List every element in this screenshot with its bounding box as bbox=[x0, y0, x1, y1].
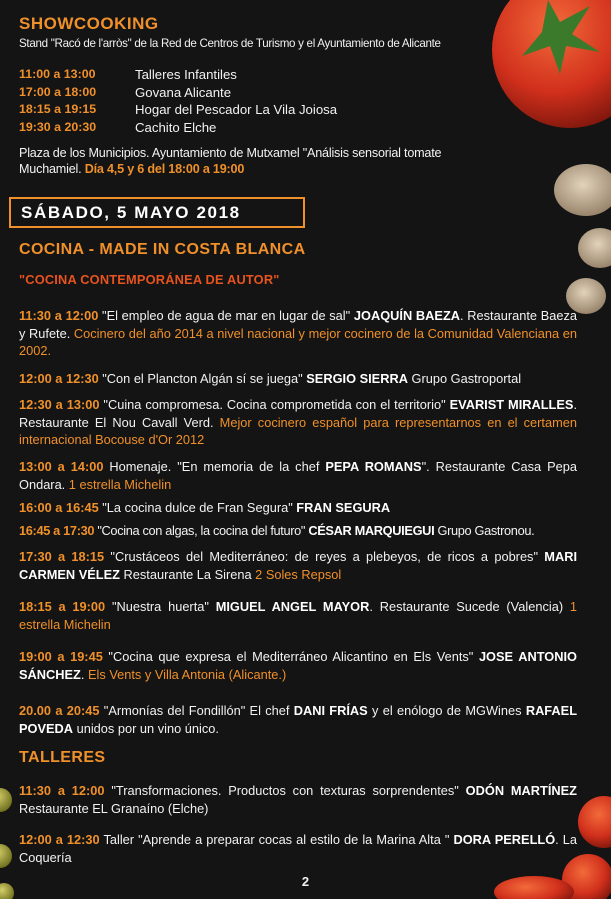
event-chef: ODÓN MARTÍNEZ bbox=[465, 783, 577, 798]
date-heading: SÁBADO, 5 MAYO 2018 bbox=[21, 203, 241, 222]
event-after: ". Restaurante Casa Pepa Ondara. bbox=[19, 459, 577, 492]
place-text: Plaza de los Municipios. Ayuntamiento de Mutxamel "Análisis sensorial tomate Muchamiel. bbox=[19, 146, 442, 176]
event-highlight: Mejor cocinero español para representarnos en el certamen internacional Bocouse d'Or 2012 bbox=[19, 414, 577, 447]
event-time: 17:30 a 18:15 bbox=[19, 549, 105, 564]
date-heading-box bbox=[9, 197, 305, 228]
showcooking-place bbox=[19, 145, 489, 177]
event-item bbox=[19, 522, 577, 540]
event-time: 13:00 a 14:00 bbox=[19, 459, 104, 474]
event-time: 16:45 a 17:30 bbox=[19, 523, 95, 538]
talleres-section-title: TALLERES bbox=[19, 749, 106, 766]
event-item bbox=[19, 499, 577, 517]
event-time: 12:00 a 12:30 bbox=[19, 832, 100, 847]
event-text: "Nuestra huerta" bbox=[105, 599, 216, 614]
schedule-row bbox=[19, 84, 337, 102]
event-time: 12:00 a 12:30 bbox=[19, 371, 99, 386]
event-time: 11:30 a 12:00 bbox=[19, 308, 99, 323]
event-text: "Transformaciones. Productos con texturas sorprendentes" bbox=[104, 783, 466, 798]
event-chef: DANI FRÍAS bbox=[293, 703, 368, 718]
event-chef: MIGUEL ANGEL MAYOR bbox=[215, 599, 370, 614]
event-after: . Restaurante Baeza y Rufete. bbox=[19, 308, 578, 341]
event-item bbox=[19, 396, 577, 449]
event-chef: JOAQUÍN BAEZA bbox=[353, 308, 461, 323]
schedule-row bbox=[19, 101, 337, 119]
cocina-section-title: COCINA - MADE IN COSTA BLANCA bbox=[19, 241, 306, 258]
event-highlight: Cocinero del año 2014 a nivel nacional y mejor cocinero de la Comunidad Valenciana en 2002. bbox=[19, 325, 577, 358]
event-chef: EVARIST MIRALLES bbox=[449, 397, 574, 412]
schedule-time: 19:30 a 20:30 bbox=[19, 119, 97, 134]
schedule-label: Govana Alicante bbox=[135, 84, 232, 100]
event-after: y el enólogo de MGWines bbox=[367, 703, 526, 718]
event-highlight: 2 Soles Repsol bbox=[255, 566, 342, 582]
showcooking-subtitle: Stand "Racó de l'arròs" de la Red de Centros de Turismo y el Ayuntamiento de Alicante bbox=[19, 37, 441, 50]
event-text: "Crustáceos del Mediterráneo: de reyes a plebeyos, de ricos a pobres" bbox=[104, 549, 545, 564]
event-after-2: unidos por un vino único. bbox=[73, 720, 219, 736]
event-highlight: 1 estrella Michelin bbox=[68, 476, 172, 492]
event-item bbox=[19, 458, 577, 493]
event-item bbox=[19, 648, 577, 683]
event-after: . bbox=[80, 666, 88, 682]
schedule-time: 11:00 a 13:00 bbox=[19, 67, 96, 81]
tomato-icon bbox=[492, 0, 611, 128]
event-text: "Cocina con algas, la cocina del futuro" bbox=[94, 523, 309, 538]
event-chef: MARI CARMEN VÉLEZ bbox=[19, 549, 577, 582]
event-after: Grupo Gastronou. bbox=[434, 523, 535, 538]
showcooking-title: SHOWCOOKING bbox=[19, 14, 159, 33]
place-dates: Día 4,5 y 6 del 18:00 a 19:00 bbox=[84, 162, 245, 176]
event-text: "El empleo de agua de mar en lugar de sal" bbox=[98, 308, 354, 323]
event-highlight: 1 estrella Michelin bbox=[19, 599, 577, 632]
event-time: 16:00 a 16:45 bbox=[19, 500, 99, 515]
event-item bbox=[19, 307, 577, 360]
event-text: "Cocina que expresa el Mediterráneo Alicantino en Els Vents" bbox=[102, 649, 479, 664]
schedule-time: 17:00 a 18:00 bbox=[19, 84, 97, 99]
event-item bbox=[19, 548, 577, 583]
event-time: 19:00 a 19:45 bbox=[19, 649, 103, 664]
event-item bbox=[19, 782, 577, 817]
event-text: Taller "Aprende a preparar cocas al estilo de la Marina Alta " bbox=[99, 832, 454, 847]
event-after: . Restaurante Sucede (Valencia) bbox=[369, 599, 570, 614]
event-text: "La cocina dulce de Fran Segura" bbox=[98, 500, 297, 515]
cocina-subtitle: "COCINA CONTEMPORÁNEA DE AUTOR" bbox=[19, 272, 280, 287]
schedule-row bbox=[19, 119, 337, 137]
event-item bbox=[19, 702, 577, 737]
event-text: "Con el Plancton Algán sí se juega" bbox=[98, 371, 307, 386]
event-item bbox=[19, 831, 577, 866]
schedule-label: Hogar del Pescador La Vila Joiosa bbox=[135, 102, 338, 117]
event-highlight: Els Vents y Villa Antonia (Alicante.) bbox=[87, 666, 287, 682]
event-text: "Cuina compromesa. Cocina comprometida con el territorio" bbox=[99, 397, 450, 412]
event-after: Restaurante La Sirena bbox=[119, 566, 256, 582]
page-number: 2 bbox=[301, 874, 310, 889]
schedule-time: 18:15 a 19:15 bbox=[19, 102, 97, 116]
schedule-row bbox=[19, 66, 337, 84]
event-item bbox=[19, 370, 577, 388]
schedule-label: Talleres Infantiles bbox=[135, 67, 237, 82]
event-chef: PEPA ROMANS bbox=[325, 459, 422, 474]
event-chef: SERGIO SIERRA bbox=[306, 371, 408, 386]
event-chef: FRAN SEGURA bbox=[296, 500, 391, 515]
mushroom-icon bbox=[554, 164, 611, 314]
event-time: 18:15 a 19:00 bbox=[19, 599, 106, 614]
event-after: Grupo Gastroportal bbox=[407, 371, 522, 386]
event-after: . Restaurante El Nou Cavall Verd. bbox=[19, 397, 578, 430]
event-text: Homenaje. "En memoria de la chef bbox=[103, 459, 326, 474]
event-item bbox=[19, 598, 577, 633]
event-chef: JOSE ANTONIO SÁNCHEZ bbox=[19, 649, 577, 682]
event-chef-2: RAFAEL POVEDA bbox=[19, 703, 578, 736]
event-chef: CÉSAR MARQUIEGUI bbox=[308, 523, 435, 538]
schedule-label: Cachito Elche bbox=[135, 119, 217, 135]
event-chef: DORA PERELLÓ bbox=[453, 832, 556, 847]
event-after: . La Coquería bbox=[19, 832, 577, 865]
showcooking-schedule bbox=[19, 66, 337, 136]
event-time: 12:30 a 13:00 bbox=[19, 397, 100, 412]
event-time: 20.00 a 20:45 bbox=[19, 703, 100, 718]
event-after: Restaurante EL Granaíno (Elche) bbox=[19, 800, 209, 816]
event-time: 11:30 a 12:00 bbox=[19, 783, 105, 798]
event-text: "Armonías del Fondillón" El chef bbox=[99, 703, 294, 718]
